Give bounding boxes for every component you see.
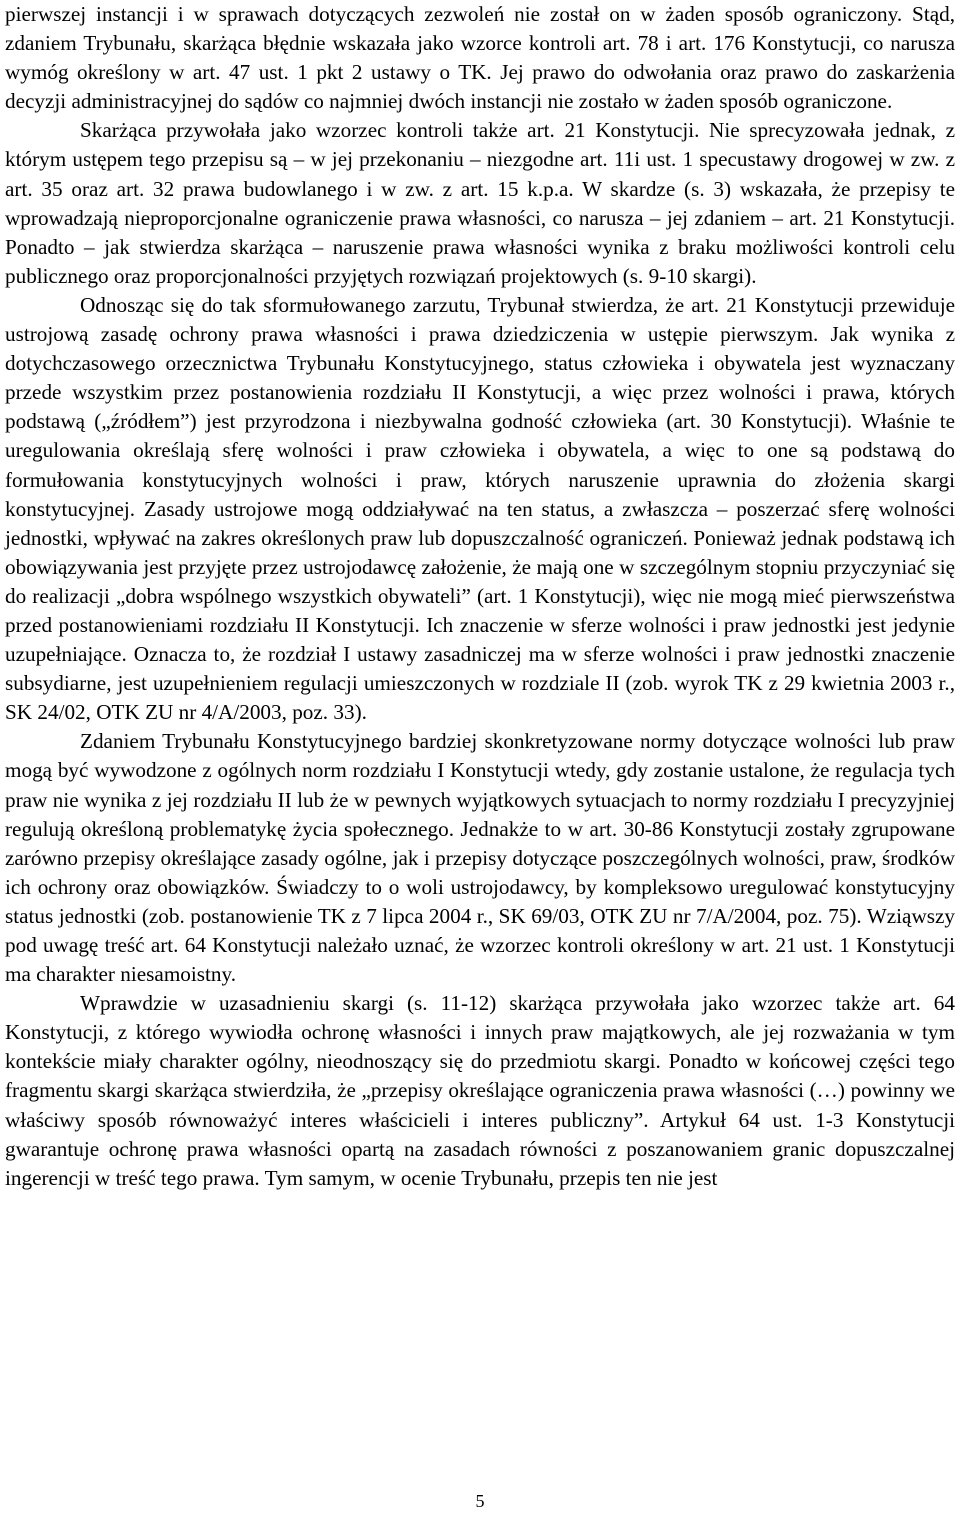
document-page [5,0,955,1193]
paragraph-tribunal-position: Odnosząc się do tak sformułowanego zarzutu, Trybunał stwierdza, że art. 21 Konstytucji przewiduje ustrojową zasadę ochrony prawa własności i prawa dziedziczenia w ustępie pierwszym. Jak wynika z dotychczasowego orzecznictwa Trybunału Konstytucyjnego, status człowieka i obywatela jest wyznaczany przede wszystkim przez postanowienia rozdziału II Konstytucji, a więc przez wolności i prawa, których podstawą („źródłem”) jest przyrodzona i niezbywalna godność człowieka (art. 30 Konstytucji). Właśnie te uregulowania określają sferę wolności i praw człowieka i obywatela, a więc to one są podstawą do formułowania konstytucyjnych wolności i praw, których naruszenie uprawnia do złożenia skargi konstytucyjnej. Zasady ustrojowe mogą oddziaływać na ten status, a zwłaszcza – poszerzać sferę wolności jednostki, wpływać na zakres określonych praw lub dopuszczalność ograniczeń. Ponieważ jednak podstawą ich obowiązywania jest przyjęte przez ustrojodawcę założenie, że mają one w szczególnym stopniu przyczyniać się do realizacji „dobra wspólnego wszystkich obywateli” (art. 1 Konstytucji), więc nie mogą mieć pierwszeństwa przed postanowieniami rozdziału II Konstytucji. Ich znaczenie w sferze wolności i praw jednostki jest jedynie uzupełniające. Oznacza to, że rozdział I ustawy zasadniczej ma w sferze wolności i praw jednostki znaczenie subsydiarne, jest uzupełnieniem regulacji umieszczonych w rozdziale II (zob. wyrok TK z 29 kwietnia 2003 r., SK 24/02, OTK ZU nr 4/A/2003, poz. 33). [5,292,955,725]
paragraph-art-21-claim: Skarżąca przywołała jako wzorzec kontroli także art. 21 Konstytucji. Nie sprecyzowała jednak, z którym ustępem tego przepisu są – w jej przekonaniu – niezgodne art. 11i ust. 1 specustawy drogowej w zw. z art. 35 oraz art. 32 prawa budowlanego i w zw. z art. 15 k.p.a. W skardze (s. 3) wskazała, że przepisy te wprowadzają nieproporcjonalne ograniczenie prawa własności, co narusza – jej zdaniem – art. 21 Konstytucji. Ponadto – jak stwierdza skarżąca – naruszenie prawa własności wynika z braku możliwości kontroli celu publicznego oraz proporcjonalności przyjętych rozwiązań projektowych (s. 9-10 skargi). [5,118,955,288]
page-number: 5 [475,1491,485,1511]
paragraph-continuation: pierwszej instancji i w sprawach dotyczących zezwoleń nie został on w żaden sposób ograniczony. Stąd, zdaniem Trybunału, skarżąca błędnie wskazała jako wzorce kontroli art. 78 i art. 176 Konstytucji, co narusza wymóg określony w art. 47 ust. 1 pkt 2 ustawy o TK. Jej prawo do odwołania oraz prawo do zaskarżenia decyzji administracyjnej do sądów co najmniej dwóch instancji nie zostało w żaden sposób ograniczone. [5,2,955,114]
paragraph-tribunal-opinion: Zdaniem Trybunału Konstytucyjnego bardziej skonkretyzowane normy dotyczące wolności lub praw mogą być wywodzone z ogólnych norm rozdziału I Konstytucji wtedy, gdy zostanie ustalone, że regulacja tych praw nie wynika z jej rozdziału II lub że w pewnych wyjątkowych sytuacjach to normy rozdziału I precyzyjniej regulują określoną problematykę życia społecznego. Jednakże to w art. 30-86 Konstytucji zostały zgrupowane zarówno przepisy określające zasady ogólne, jak i przepisy dotyczące poszczególnych wolności, praw, środków ich ochrony oraz obowiązków. Świadczy to o woli ustrojodawcy, by kompleksowo uregulować konstytucyjny status jednostki (zob. postanowienie TK z 7 lipca 2004 r., SK 69/03, OTK ZU nr 7/A/2004, poz. 75). Wziąwszy pod uwagę treść art. 64 Konstytucji należało uznać, że wzorzec kontroli określony w art. 21 ust. 1 Konstytucji ma charakter niesamoistny. [5,729,955,987]
paragraph-art-64-reference: Wprawdzie w uzasadnieniu skargi (s. 11-12) skarżąca przywołała jako wzorzec także art. 64 Konstytucji, z którego wywiodła ochronę własności i innych praw majątkowych, ale jej rozważania w tym kontekście miały charakter ogólny, nieodnoszący się do przedmiotu skargi. Ponadto w końcowej części tego fragmentu skargi skarżąca stwierdziła, że „przepisy określające ograniczenia prawa własności (…) powinny we właściwy sposób równoważyć interes właścicieli i interes publiczny”. Artykuł 64 ust. 1-3 Konstytucji gwarantuje ochronę prawa własności opartą na zasadach równości z poszanowaniem granic dopuszczalnej ingerencji w treść tego prawa. Tym samym, w ocenie Trybunału, przepis ten nie jest [5,991,955,1190]
